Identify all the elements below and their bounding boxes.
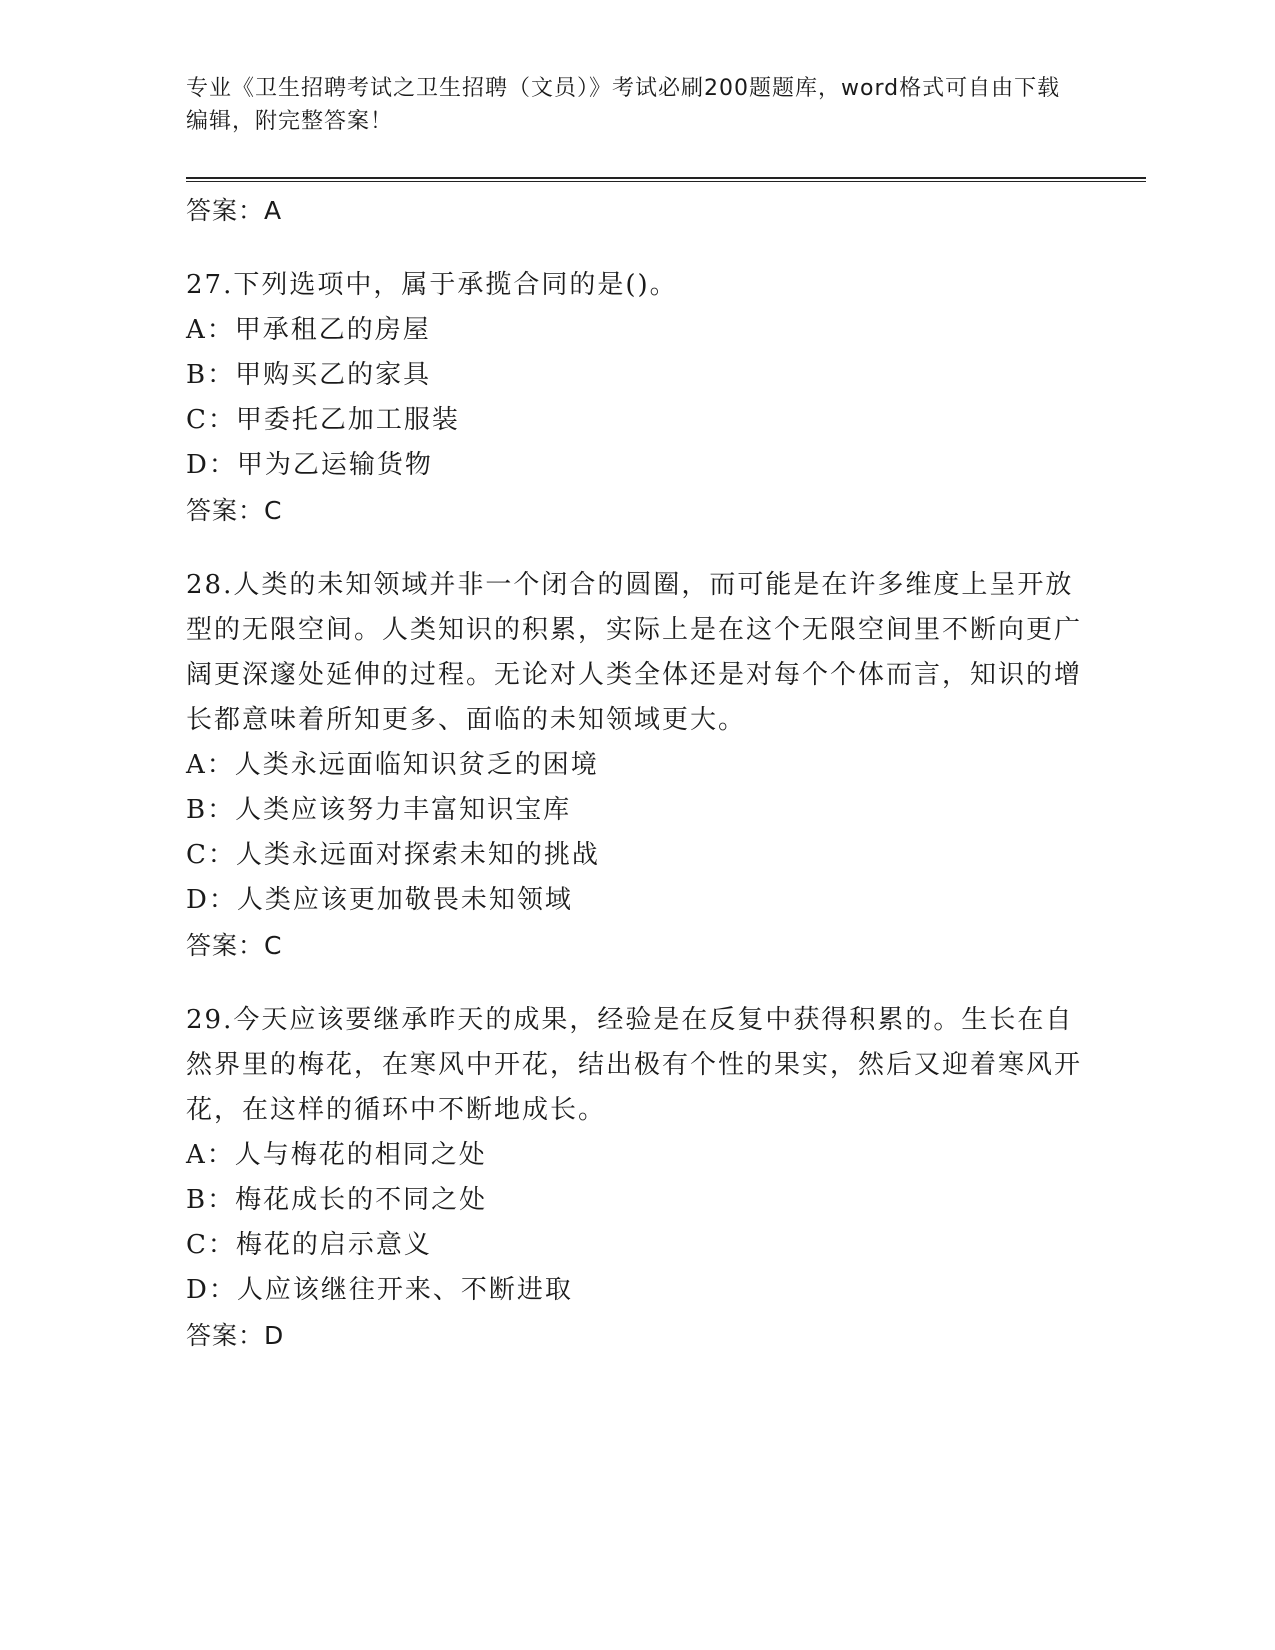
question-stem: 27.下列选项中，属于承揽合同的是()。 <box>186 270 678 300</box>
option-a: A：甲承租乙的房屋 <box>186 315 431 345</box>
option-d: D：人类应该更加敬畏未知领域 <box>186 885 573 915</box>
answer-line: 答案：C <box>186 931 283 960</box>
option-a: A：人类永远面临知识贫乏的困境 <box>186 750 599 780</box>
document-body <box>186 188 1086 1388</box>
question-stem: 29.今天应该要继承昨天的成果，经验是在反复中获得积累的。生长在自然界里的梅花，在寒风中开花，结出极有个性的果实，然后又迎着寒风开花，在这样的循环中不断地成长。 <box>186 1005 1083 1125</box>
option-d: D：人应该继往开来、不断进取 <box>186 1275 573 1305</box>
option-b: B：人类应该努力丰富知识宝库 <box>186 795 572 825</box>
question-27 <box>186 263 1086 533</box>
answer-line: 答案：C <box>186 496 283 525</box>
option-d: D：甲为乙运输货物 <box>186 450 433 480</box>
question-28 <box>186 563 1086 968</box>
question-stem: 28.人类的未知领域并非一个闭合的圆圈，而可能是在许多维度上呈开放型的无限空间。人类知识的积累，实际上是在这个无限空间里不断向更广阔更深邃处延伸的过程。无论对人类全体还是对每个个体而言，知识的增长都意味着所知更多、面临的未知领域更大。 <box>186 570 1083 735</box>
answer-line: 答案：D <box>186 1321 285 1350</box>
option-b: B：梅花成长的不同之处 <box>186 1185 488 1215</box>
question-29 <box>186 998 1086 1358</box>
option-c: C：人类永远面对探索未知的挑战 <box>186 840 600 870</box>
option-b: B：甲购买乙的家具 <box>186 360 432 390</box>
option-c: C：梅花的启示意义 <box>186 1230 432 1260</box>
header-divider-thick <box>186 177 1146 179</box>
option-c: C：甲委托乙加工服装 <box>186 405 460 435</box>
option-a: A：人与梅花的相同之处 <box>186 1140 487 1170</box>
document-header: 专业《卫生招聘考试之卫生招聘（文员）》考试必刷200题题库，word格式可自由下载编辑，附完整答案！ <box>186 76 1061 134</box>
answer-line: 答案：A <box>186 196 283 225</box>
header-divider-thin <box>186 181 1146 182</box>
